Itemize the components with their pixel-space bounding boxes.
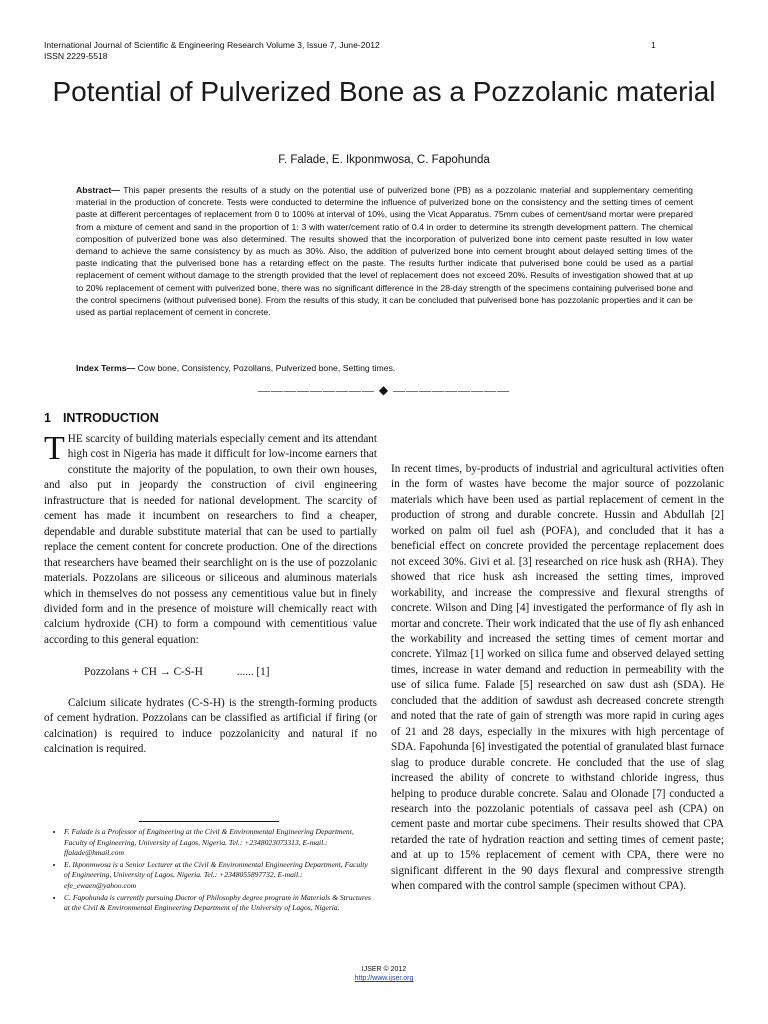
section-number: 1 [44, 411, 51, 425]
abstract [76, 184, 693, 318]
page-number: 1 [651, 40, 656, 50]
drop-cap: T [44, 430, 65, 467]
abstract-text: This paper presents the results of a study on the potential use of pulverized bone (PB) as a pozzolanic material and supplementary cementing material in the production of concrete. Tests were conducted to determine the influence of pulverized bone on the consistency and the setting times of cement paste at different percentages of replacement from 0 to 100% at interval of 10%, using the Vicat Apparatus. 75mm cubes of cement/sand mortar were prepared from a mixture of cement and sand in the proportion of 1: 3 with water/cement ratio of 0.4 in order to determine its strength development pattern. The chemical composition of pulverized bone was also determined. The results showed that the incorporation of pulverized bone into cement paste resulted in low water demand to achieve the same consistency by as much as 30%. Also, the addition of pulverized bone into cement brought about delayed setting times of the paste indicating that the pulverised bone has a retarding effect on the paste. The results further indicate that pulverised bone could be used as a partial replacement of cement without damage to the strength provided that the level of replacement does not exceed 20%. Results of investigation showed that at up to 20% replacement of cement with pulverized bone, there was no significant difference in the 28-day strength of the specimens containing pulverised bone and the control specimens (without pulverised bone). From the results of this study, it can be concluded that pulverised bone has pozzolanic properties and it can be used as partial replacement of cement in concrete. [76, 185, 693, 318]
author-footnotes [52, 827, 372, 915]
author-list: F. Falade, E. Ikponmwosa, C. Fapohunda [278, 154, 490, 166]
paper-title: Potential of Pulverized Bone as a Pozzolanic material [52, 76, 716, 107]
equation-text: Pozzolans + CH → C-S-H [84, 666, 203, 679]
left-column [44, 432, 377, 758]
journal-name: International Journal of Scientific & Engineering Research Volume 3, Issue 7, June-2012 [44, 40, 380, 50]
running-header [44, 40, 380, 62]
intro-paragraph-2: Calcium silicate hydrates (C-S-H) is the strength-forming products of cement hydration. Pozzolans can be classified as artificial if firing (or calcination) is required to induce pozzolanicity and natural if no calcination is required. [44, 696, 377, 756]
section-heading [44, 411, 159, 425]
section-title: INTRODUCTION [62, 411, 159, 425]
index-terms-text: Cow bone, Consistency, Pozollans, Pulverized bone, Setting times. [135, 363, 396, 373]
intro-paragraph-3: In recent times, by-products of industrial and agricultural activities often in the form of wastes have become the major source of pozzolanic materials which have been used as partial replacement of cement in the production of strong and durable concrete. Hussin and Abdullah [2] worked on palm oil fuel ash (POFA), and concluded that it has a beneficial effect on concrete provided the percentage replacement does not exceed 30%. Givi et al. [3] researched on rice husk ash (RHA). They showed that rice husk ash increased the setting times, improved workability, and increase the compressive and flexural strengths of concrete. Wilson and Ding [4] investigated the performance of fly ash in mortar and concrete. Their work indicated that the use of fly ash enhanced the workability and increased the setting times of cement mortar and concrete. Yilmaz [1] worked on silica fume and observed delayed setting times, increase in water demand and reduction in permeability with the use of silica fume. Falade [5] researched on saw dust ash (SDA). He concluded that the addition of sawdust ash decreased concrete strength and noted that the rate of gain of strength was more rapid in curing ages of 21 and 28 days, especially in the mixures with high percentage of SDA. Fapohunda [6] investigated the potential of granulated blast furnace slag to produce durable concrete. He concluded that the use of slag increased the ability of concrete to withstand chloride ingress, thus helping to produce durable concrete. Salau and Olonade [7] conducted a research into the pozzolanic potentials of cassava peel ash (CPA) on cement paste and mortar cube specimens. Their results showed that CPA retarded the rate of hydration reaction and setting times of cement paste; and at up to 15% replacement of cement with CPA, there were no significant different in the 90 days flexural and compressive strength when compared with the control sample (specimen without CPA). [391, 463, 724, 893]
issn: ISSN 2229-5518 [44, 51, 108, 61]
index-terms [76, 363, 693, 373]
equation-1 [84, 665, 377, 680]
footnote-rule [139, 821, 279, 822]
footnote-item: • C. Fapohunda is currently pursuing Doctor of Philosophy degree program in Materials & Structures at the Civil & Environmental Engineering Department of the University of Lagos, Nigeria. [64, 893, 372, 914]
footnote-item: • F. Falade is a Professor of Engineering at the Civil & Environmental Engineering Department, Faculty of Engineering, University of Lagos, Nigeria. Tel.: +2348023073313, E-mail.: ffalade@hmail.com [64, 827, 372, 859]
intro-paragraph-1-text: HE scarcity of building materials especially cement and its attendant high cost in Nigeria has made it difficult for low-income earners that constitute the majority of the population, to own their own houses, and also put in jeopardy the construction of civil engineering infrastructure that is needed for national development. The scarcity of cement has made it incumbent on researchers to find a cheaper, dependable and durable substitute material that can be used to partially replace the cement content for concrete production. One of the directions that researchers have beamed their searchlight on is the use of pozzolanic materials. Pozzolans are siliceous or siliceous and aluminous materials which in themselves do not possess any cementitious value but in finely divided form and in the presence of moisture will chemically react with calcium hydroxide (CH) to form a compound with cementitious value according to this general equation: [44, 433, 377, 646]
journal-url-link[interactable]: http://www.ijser.org [354, 975, 414, 982]
intro-paragraph-1 [44, 432, 377, 648]
index-terms-label: Index Terms— [76, 363, 136, 373]
footnote-item: • E. Ikponmwosa is a Senior Lecturer at the Civil & Environmental Engineering Department, Faculty of Engineering, University of Lagos, Nigeria. Tel.: +2348055897732, E-mail.: efe_ewaen@yahoo.com [64, 860, 372, 892]
page-footer [0, 965, 768, 983]
section-separator: ————————— ◆ ————————— [257, 383, 511, 397]
copyright: IJSER © 2012 [361, 966, 407, 973]
equation-ref: ...... [1] [236, 666, 270, 679]
right-column [391, 462, 724, 895]
abstract-label: Abstract— [76, 185, 120, 195]
